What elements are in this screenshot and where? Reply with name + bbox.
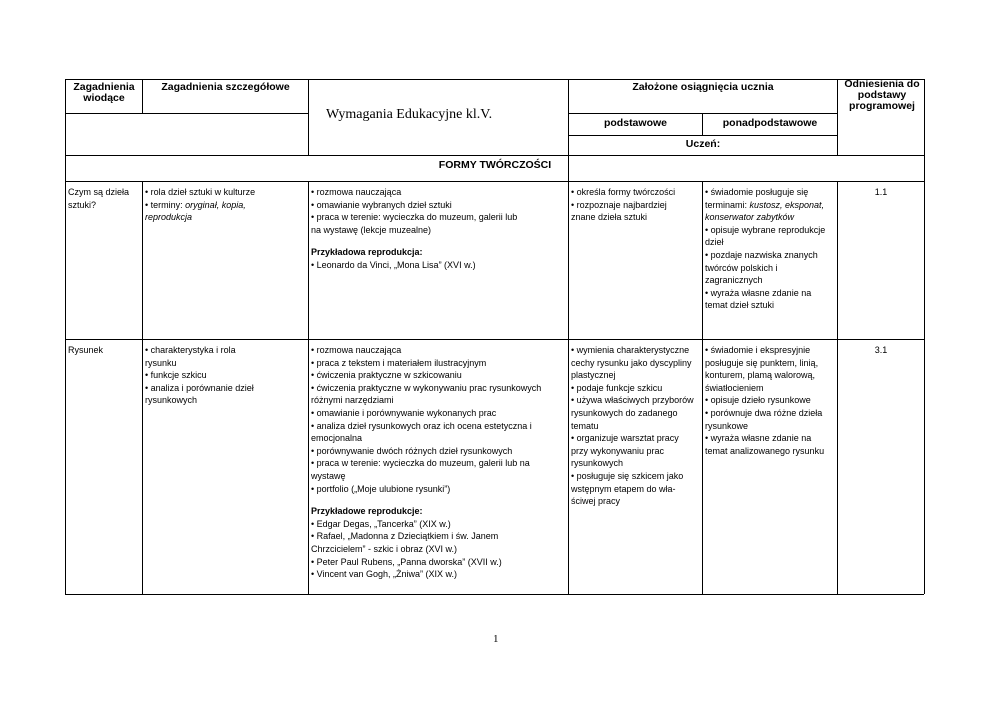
header-zagadnienia-szczegolowe: Zagadnienia szczegółowe [161, 81, 290, 93]
page-number: 1 [493, 633, 499, 645]
row-divider [65, 339, 924, 340]
header-zalozone-osiagniecia: Założone osiągnięcia ucznia [632, 81, 774, 93]
header-divider-sub [568, 135, 837, 136]
header-col-divider-2 [308, 79, 309, 155]
body-col-divider-5 [837, 181, 838, 594]
body-col-divider-1 [142, 181, 143, 594]
row2-odniesienie: 3.1 [874, 345, 888, 355]
table-right-border [924, 79, 925, 594]
header-odniesienia: Odniesienia do podstawy programowej [844, 78, 920, 112]
table-left-border [65, 79, 66, 594]
row1-odniesienie: 1.1 [874, 187, 888, 197]
row2-zagadnienia-szczegolowe: • charakterystyka i rola rysunku • funkcje szkicu • analiza i porównanie dzieł rysunkowych [145, 345, 254, 406]
page-title: Wymagania Edukacyjne kl.V. [326, 107, 493, 122]
header-divider-left [65, 113, 308, 114]
row2-metody: • rozmowa nauczająca • praca z tekstem i materiałem ilustracyjnym • ćwiczenia praktyczne w szkicowaniu • ćwiczenia praktyczne w wykonywaniu prac rysunkowych różnymi narzędziami • omawianie i porównywanie wykonanych prac • analiza dzieł rysunkowych oraz ich ocena estetyczna i emocjonalna • porównywanie dwóch różnych dzieł rysunkowych • praca w terenie: wycieczka do muzeum, galerii lub na wystawę • portfolio („Moje ulubione rysunki”) Przykładowe reprodukcje: • Edgar Degas, „Tancerka” (XIX w.) • Rafael, „Madonna z Dzieciątkiem i św. Janem Chrzcicielem” - szkic i obraz (XVI w.) • Peter Paul Rubens, „Panna dworska” (XVII w.) • Vincent van Gogh, „Żniwa” (XIX w.) [311, 345, 542, 580]
row2-zagadnienia-wiodace: Rysunek [68, 345, 104, 355]
body-col-divider-4 [702, 181, 703, 594]
row2-podstawowe: • wymienia charakterystyczne cechy rysunku jako dyscypliny plastycznej • podaje funkcje szkicu • używa właściwych przyborów rysunkowych do zadanego tematu • organizuje warsztat pracy przy wykonywaniu prac rysunkowych • posługuje się szkicem jako wstępnym etapem do wła- ściwej pracy [571, 345, 694, 507]
row2-ponadpodstawowe: • świadomie i ekspresyjnie posługuje się punktem, linią, konturem, plamą walorową, światłocieniem • opisuje dzieło rysunkowe • porównuje dwa różne dzieła rysunkowe • wyraża własne zdanie na temat analizowanego rysunku [705, 345, 825, 456]
body-col-divider-2 [308, 181, 309, 594]
row1-zagadnienia-wiodace: Czym są dzieła sztuki? [68, 187, 130, 210]
header-ponadpodstawowe: ponadpodstawowe [722, 117, 818, 129]
body-col-divider-3 [568, 181, 569, 594]
header-podstawowe: podstawowe [603, 117, 667, 129]
row1-reprodukcje-label: Przykładowa reprodukcja: [311, 247, 423, 258]
section-bottom-border [65, 181, 924, 182]
header-uczen: Uczeń: [685, 138, 721, 150]
row1-metody: • rozmowa nauczająca • omawianie wybranych dzieł sztuki • praca w terenie: wycieczka do muzeum, galerii lub na wystawę (lekcje muzealne) Przykładowa reprodukcja: • Leonardo da Vinci, „Mona Lisa” (XVI w.) [311, 187, 518, 270]
row1-podstawowe: • określa formy twórczości • rozpoznaje najbardziej znane dzieła sztuki [571, 187, 676, 223]
table-bottom-border [65, 594, 924, 595]
row1-zagadnienia-szczegolowe: • rola dzieł sztuki w kulturze • terminy: oryginał, kopia, reprodukcja [145, 187, 256, 223]
row2-reprodukcje-label: Przykładowe reprodukcje: [311, 506, 423, 517]
section-title: FORMY TWÓRCZOŚCI [438, 159, 552, 171]
table-top-border [65, 79, 924, 80]
row1-ponadpodstawowe: • świadomie posługuje się terminami: kustosz, eksponat, konserwator zabytków • opisuje wybrane reprodukcje dzieł • pozdaje nazwiska znanych twórców polskich i zagranicznych • wyraża własne zdanie na temat dzieł sztuki [705, 187, 826, 311]
header-zagadnienia-wiodace: Zagadnienia wiodące [73, 81, 135, 104]
header-bottom-border [65, 155, 924, 156]
